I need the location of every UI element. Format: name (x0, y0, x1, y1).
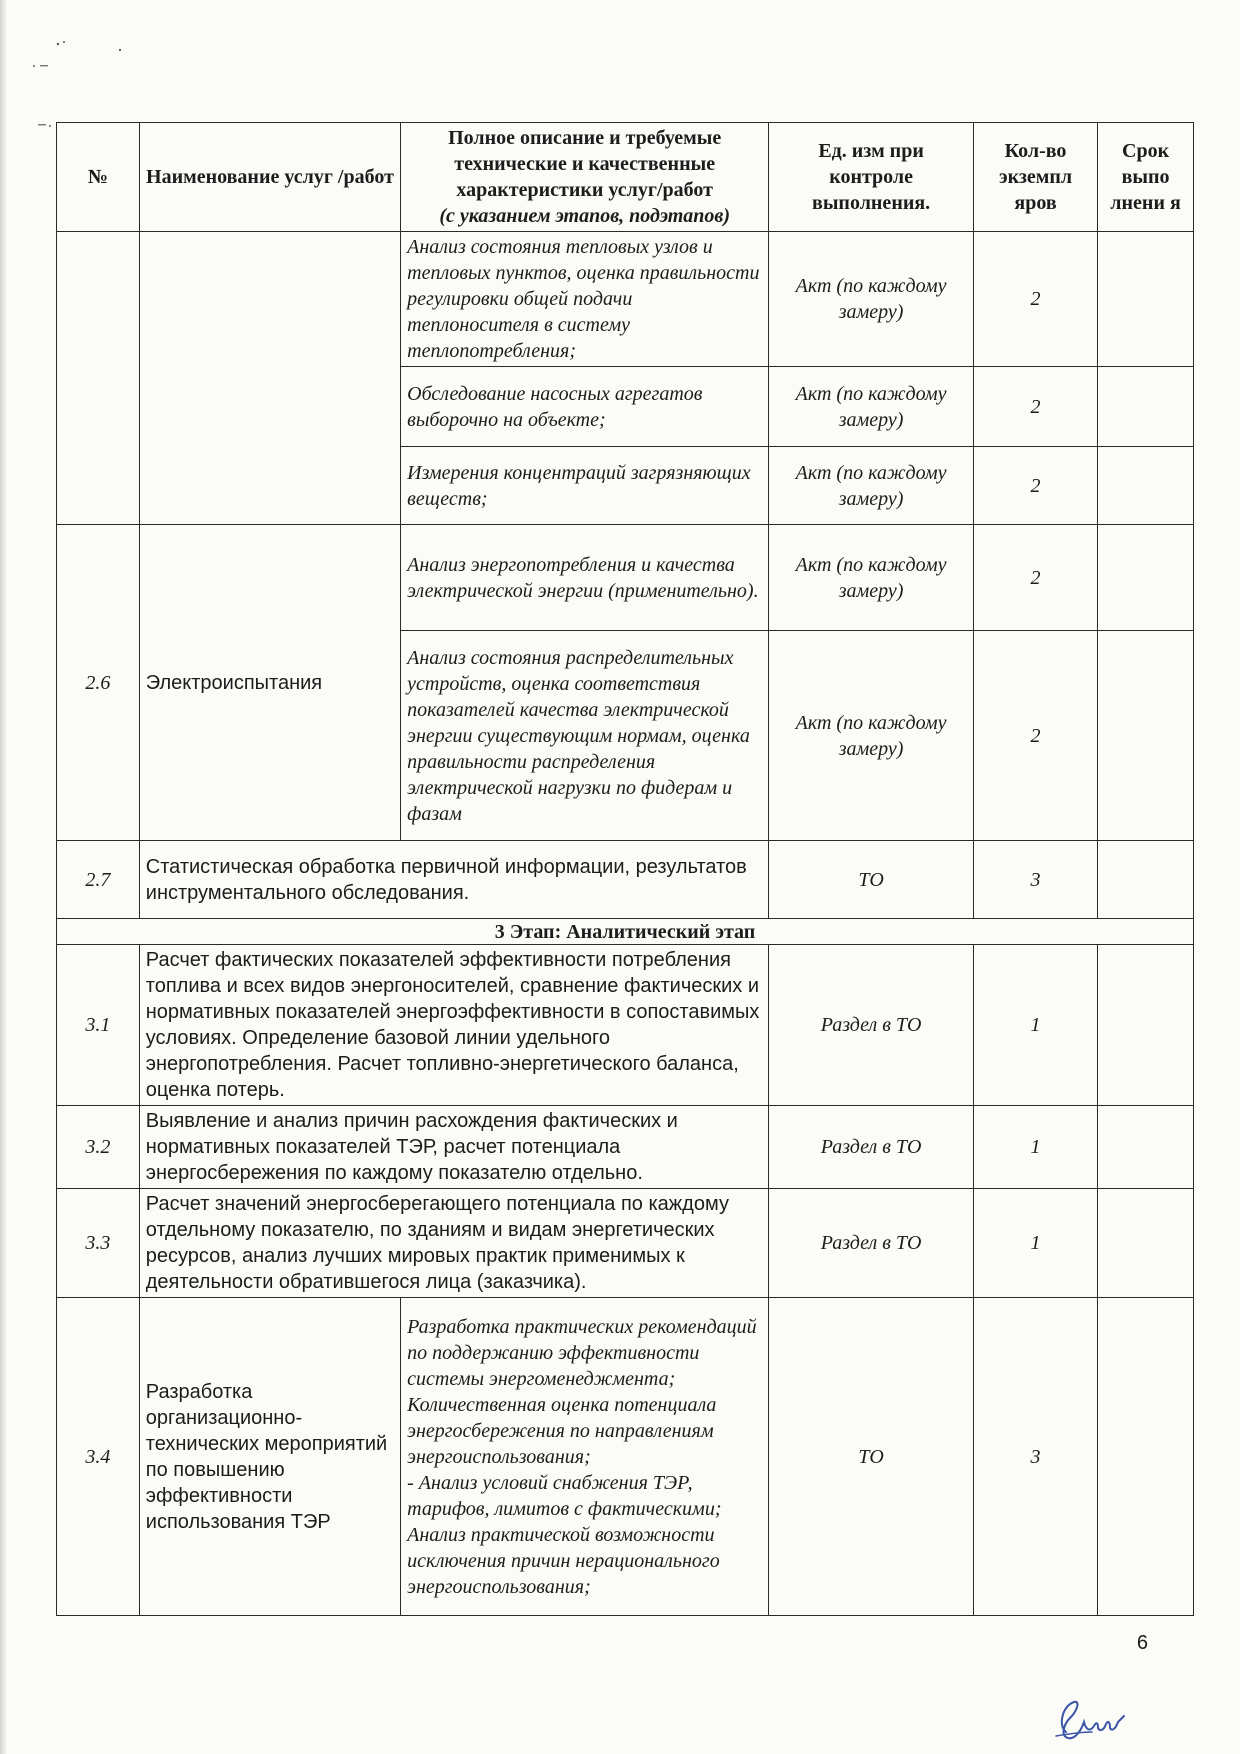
table-row (57, 1189, 1194, 1298)
cell-term (1098, 945, 1194, 1106)
cell-term (1098, 447, 1194, 525)
cell-qty: 1 (973, 1189, 1097, 1298)
page-number: 6 (1136, 1632, 1148, 1654)
stage-title: 3 Этап: Аналитический этап (57, 919, 1194, 945)
cell-term (1098, 1106, 1194, 1189)
cell-name-empty (139, 232, 400, 525)
header-description (401, 123, 769, 232)
cell-unit: Акт (по каждому замеру) (769, 447, 974, 525)
cell-num: 3.2 (57, 1106, 140, 1189)
table-row (57, 232, 1194, 367)
header-term: Срок выпо лнени я (1098, 123, 1194, 232)
cell-unit: Акт (по каждому замеру) (769, 631, 974, 841)
header-num: № (57, 123, 140, 232)
header-name: Наименование услуг /работ (139, 123, 400, 232)
cell-description: Обследование насосных агрегатов выборочно на объекте; (401, 367, 769, 447)
cell-description (401, 1298, 769, 1616)
header-description-line: характеристики услуг/работ (456, 179, 713, 201)
cell-num-empty (57, 232, 140, 525)
cell-description: Расчет значений энергосберегающего потенциала по каждому отдельному показателю, по зданиям и видам энергетических ресурсов, анализ лучших мировых практик применимых к деятельности обратившегося лица (заказчика). (139, 1189, 768, 1298)
cell-qty: 2 (973, 367, 1097, 447)
cell-qty: 2 (973, 447, 1097, 525)
description-item: Разработка практических рекомендаций по поддержанию эффективности системы энергоменеджмента; (407, 1315, 757, 1390)
cell-term (1098, 525, 1194, 631)
table-row (57, 1106, 1194, 1189)
cell-description: Анализ состояния распределительных устройств, оценка соответствия показателей качества электрической энергии существующим нормам, оценка правильности распределения электрической нагрузки по фидерам и фазам (401, 631, 769, 841)
cell-qty: 1 (973, 1106, 1097, 1189)
cell-num: 3.4 (57, 1298, 140, 1616)
cell-num: 3.1 (57, 945, 140, 1106)
table-row (57, 945, 1194, 1106)
cell-num: 3.3 (57, 1189, 140, 1298)
cell-unit: Раздел в ТО (769, 1106, 974, 1189)
stage-row (57, 919, 1194, 945)
cell-qty: 3 (973, 1298, 1097, 1616)
header-description-note: (с указанием этапов, подэтапов) (439, 205, 731, 227)
table-row (57, 841, 1194, 919)
cell-term (1098, 232, 1194, 367)
cell-num: 2.7 (57, 841, 140, 919)
cell-description: Анализ энергопотребления и качества электрической энергии (применительно). (401, 525, 769, 631)
header-unit: Ед. изм при контроле выполнения. (769, 123, 974, 232)
cell-unit: Акт (по каждому замеру) (769, 525, 974, 631)
cell-name: Электроиспытания (139, 525, 400, 841)
cell-description: Выявление и анализ причин расхождения фактических и нормативных показателей ТЭР, расчет потенциала энергосбережения по каждому показателю отдельно. (139, 1106, 768, 1189)
cell-unit: Акт (по каждому замеру) (769, 367, 974, 447)
cell-qty: 2 (973, 631, 1097, 841)
cell-term (1098, 1189, 1194, 1298)
table-header-row (57, 123, 1194, 232)
header-description-line: технические и качественные (454, 153, 716, 175)
cell-unit: ТО (769, 841, 974, 919)
header-qty: Кол-во экземпл яров (973, 123, 1097, 232)
description-item: - Анализ условий снабжения ТЭР, тарифов, лимитов с фактическими; (407, 1471, 722, 1520)
cell-qty: 2 (973, 525, 1097, 631)
cell-term (1098, 367, 1194, 447)
cell-unit: Раздел в ТО (769, 945, 974, 1106)
cell-term (1098, 1298, 1194, 1616)
cell-num: 2.6 (57, 525, 140, 841)
cell-description: Расчет фактических показателей эффективности потребления топлива и всех видов энергоносителей, сравнение фактических и нормативных показателей энергоэффективности в сопоставимых условиях. Определение базовой линии удельного энергопотребления. Расчет топливно-энергетического баланса, оценка потерь. (139, 945, 768, 1106)
cell-qty: 1 (973, 945, 1097, 1106)
cell-qty: 3 (973, 841, 1097, 919)
cell-unit: Акт (по каждому замеру) (769, 232, 974, 367)
works-table (56, 122, 1194, 1616)
cell-description: Статистическая обработка первичной информации, результатов инструментального обследования. (139, 841, 768, 919)
signature-icon (1048, 1692, 1138, 1748)
cell-unit: ТО (769, 1298, 974, 1616)
table-row (57, 1298, 1194, 1616)
cell-term (1098, 631, 1194, 841)
description-item: Анализ практической возможности исключения причин нерационального энергоиспользования; (407, 1523, 720, 1598)
cell-qty: 2 (973, 232, 1097, 367)
cell-name: Разработка организационно-технических мероприятий по повышению эффективности использования ТЭР (139, 1298, 400, 1616)
header-description-line: Полное описание и требуемые (448, 127, 722, 149)
description-item: Количественная оценка потенциала энергосбережения по направлениям энергоиспользования; (407, 1393, 717, 1468)
cell-unit: Раздел в ТО (769, 1189, 974, 1298)
table-row (57, 525, 1194, 631)
cell-term (1098, 841, 1194, 919)
cell-description: Анализ состояния тепловых узлов и тепловых пунктов, оценка правильности регулировки общей подачи теплоносителя в систему теплопотребления; (401, 232, 769, 367)
scan-edge (0, 0, 6, 1754)
cell-description: Измерения концентраций загрязняющих веществ; (401, 447, 769, 525)
